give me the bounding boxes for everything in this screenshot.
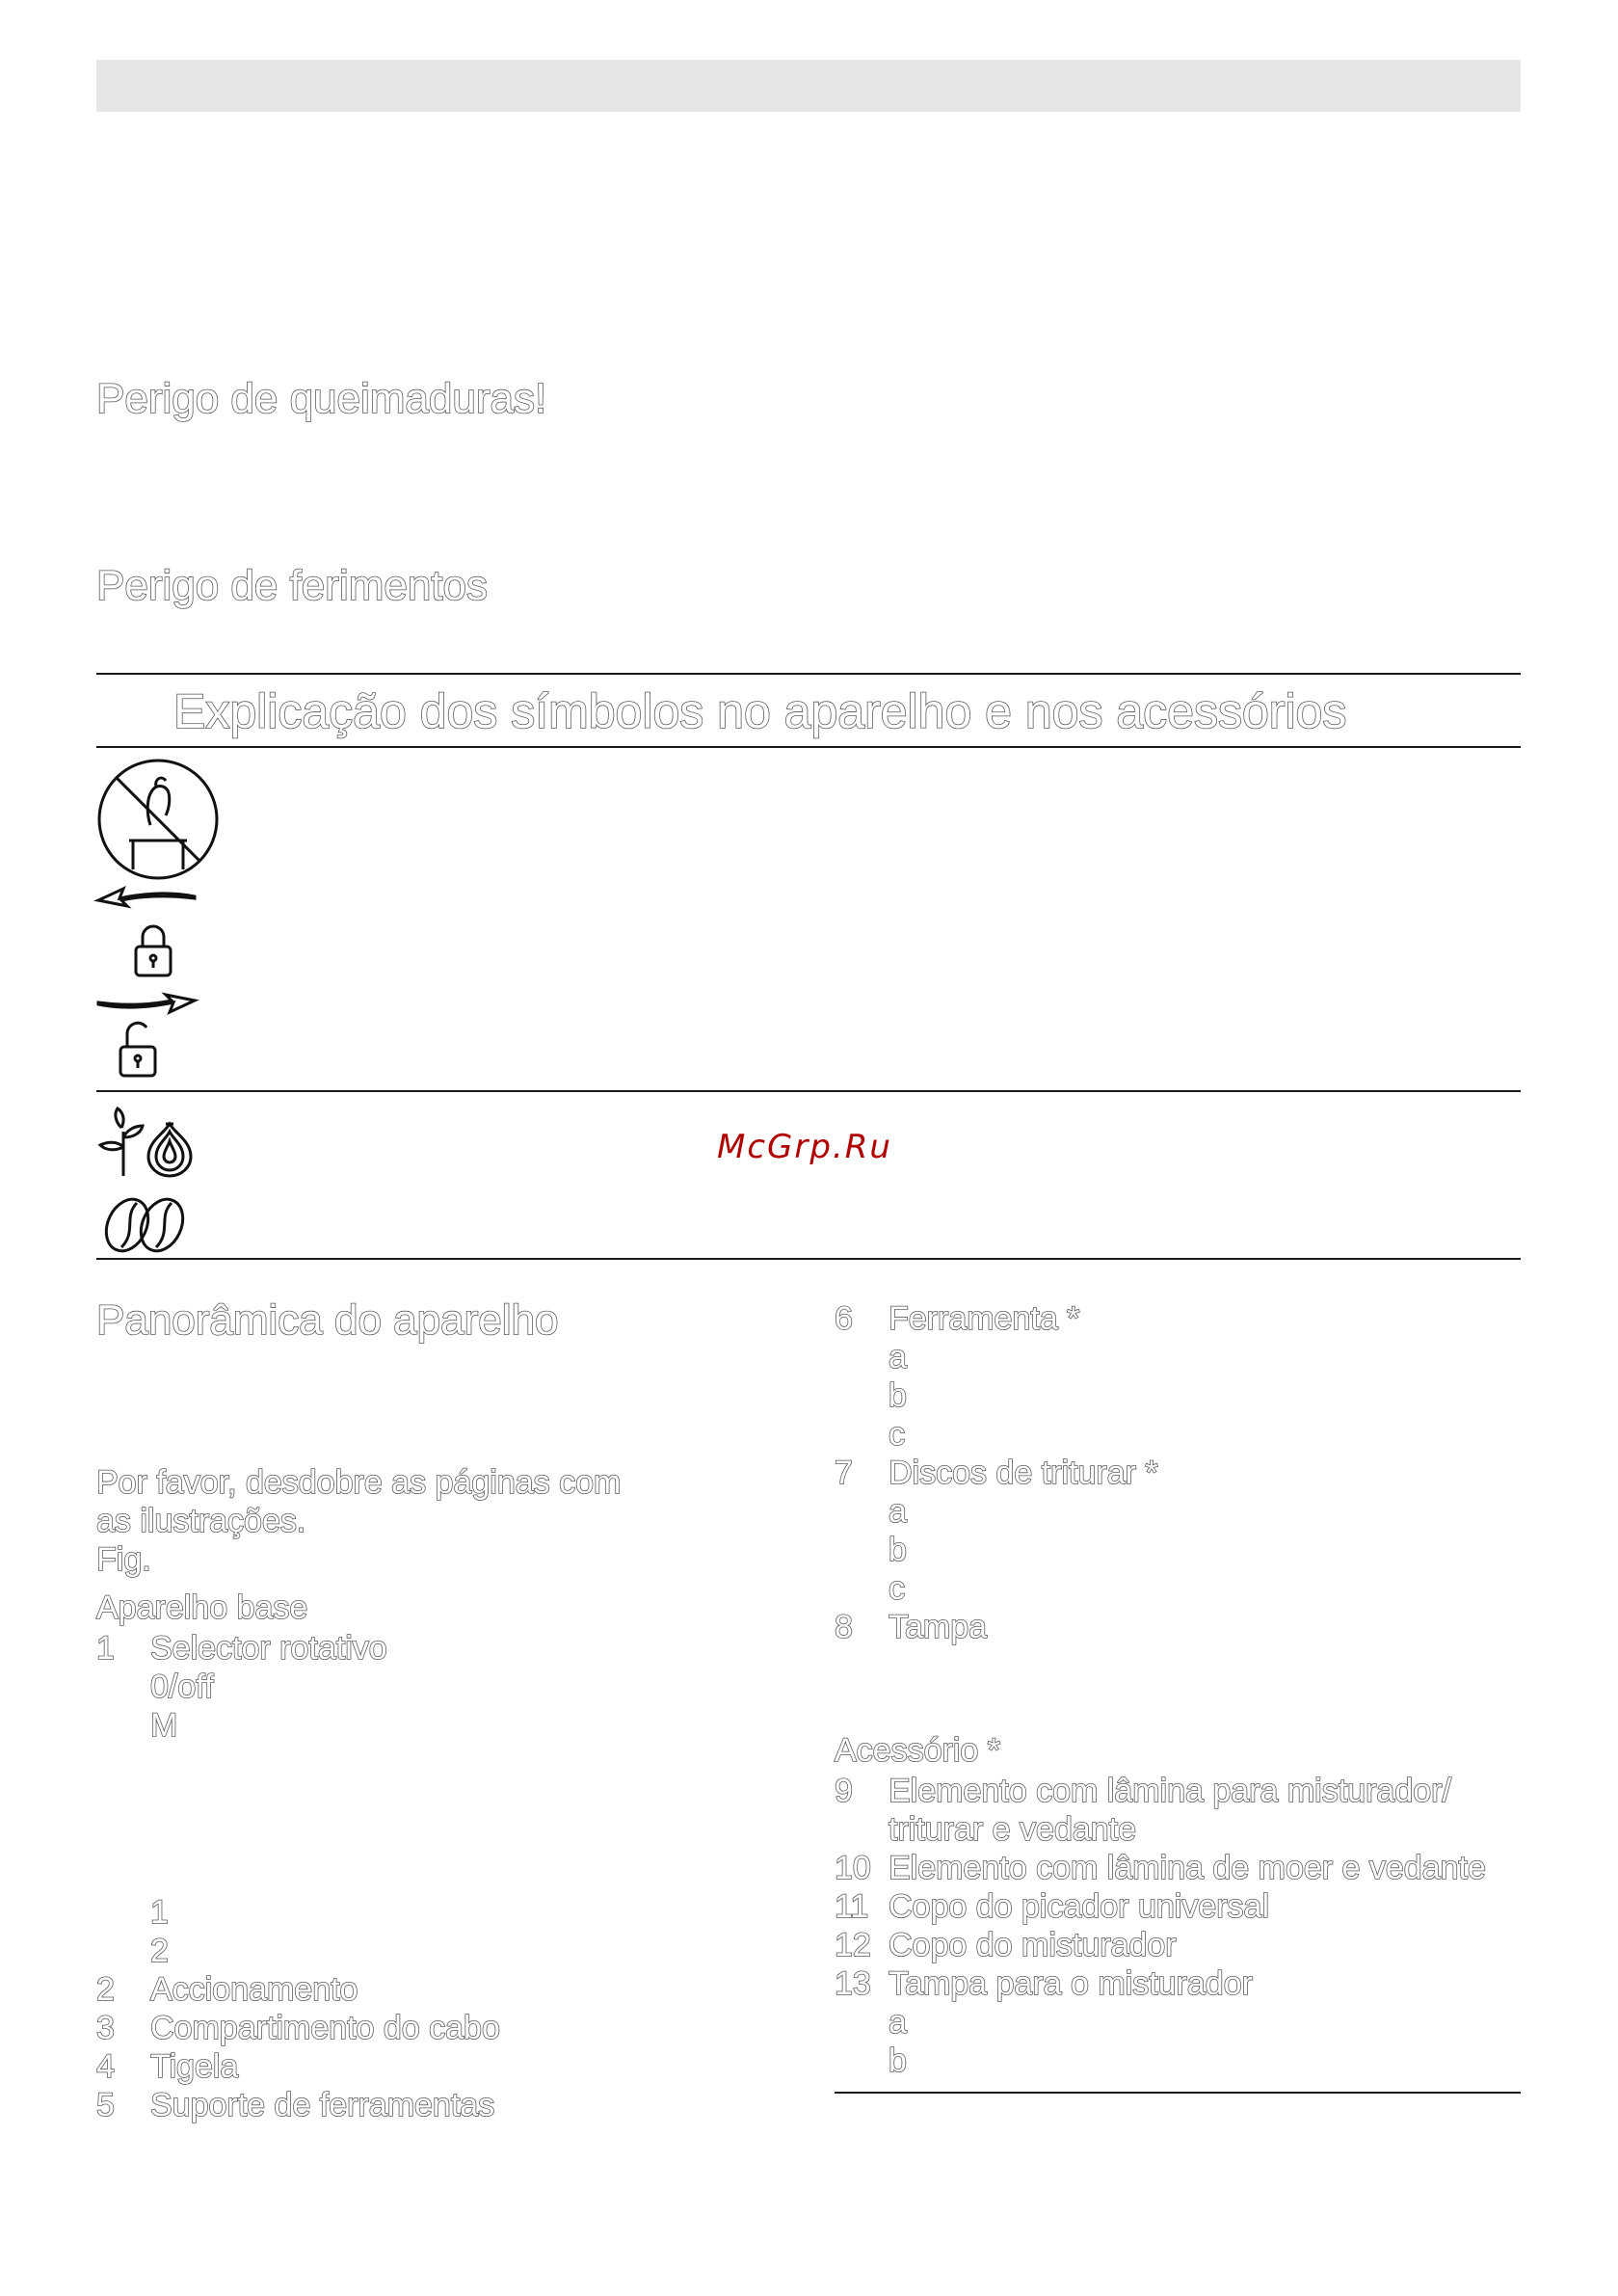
item-label: Tampa para o misturador — [889, 1965, 1253, 2002]
sub-item: 2 — [150, 1933, 169, 1969]
item-number: 5 — [96, 2087, 115, 2123]
fig-label: Fig. — [96, 1541, 151, 1578]
item-label-continued: triturar e vedante — [889, 1811, 1137, 1848]
no-hand-in-bowl-icon — [96, 758, 220, 881]
accessory-heading: Acessório * — [835, 1732, 1000, 1769]
item-label: Copo do picador universal — [889, 1888, 1270, 1925]
sub-item: M — [150, 1707, 178, 1744]
item-number: 12 — [835, 1927, 871, 1963]
intro-line-2: as ilustrações. — [96, 1503, 306, 1539]
overview-title: Panorâmica do aparelho — [96, 1296, 559, 1344]
coffee-beans-icon — [102, 1195, 189, 1255]
item-label: Suporte de ferramentas — [150, 2087, 495, 2123]
item-label: Elemento com lâmina para misturador/ — [889, 1773, 1451, 1809]
item-number: 1 — [96, 1630, 115, 1667]
herbs-onion-icon — [96, 1105, 197, 1178]
watermark: McGrp.Ru — [717, 1128, 892, 1166]
item-label: Tampa — [889, 1609, 988, 1645]
divider — [96, 673, 1521, 675]
item-number: 7 — [835, 1455, 853, 1491]
divider — [96, 1090, 1521, 1092]
divider — [835, 2092, 1521, 2094]
item-number: 13 — [835, 1965, 871, 2002]
divider — [96, 746, 1521, 748]
item-number: 8 — [835, 1609, 853, 1645]
arrow-right-icon — [96, 987, 197, 1016]
lock-closed-icon — [133, 921, 173, 979]
intro-line-1: Por favor, desdobre as páginas com — [96, 1464, 622, 1501]
heading-injury-danger: Perigo de ferimentos — [96, 562, 488, 609]
item-label: Elemento com lâmina de moer e vedante — [889, 1850, 1486, 1886]
divider — [96, 1258, 1521, 1260]
sub-item: 0/off — [150, 1669, 214, 1705]
item-label: Tigela — [150, 2048, 239, 2085]
sub-item: b — [889, 2042, 907, 2079]
sub-item: b — [889, 1532, 907, 1568]
item-number: 2 — [96, 1971, 115, 2008]
lock-open-icon — [118, 1020, 158, 1080]
sub-item: c — [889, 1416, 905, 1453]
symbols-section-title: Explicação dos símbolos no aparelho e nos acessórios — [173, 684, 1347, 738]
sub-item: a — [889, 1339, 907, 1375]
item-number: 4 — [96, 2048, 115, 2085]
sub-item: a — [889, 2004, 907, 2041]
sub-item: c — [889, 1570, 905, 1607]
sub-item: 1 — [150, 1894, 169, 1931]
item-label: Ferramenta * — [889, 1300, 1080, 1337]
item-label: Discos de triturar * — [889, 1455, 1158, 1491]
arrow-left-icon — [96, 885, 197, 914]
item-number: 11 — [835, 1888, 869, 1925]
item-number: 10 — [835, 1850, 871, 1886]
top-bar — [96, 60, 1521, 112]
item-number: 9 — [835, 1773, 853, 1809]
item-label: Accionamento — [150, 1971, 358, 2008]
item-number: 3 — [96, 2010, 115, 2046]
item-number: 6 — [835, 1300, 853, 1337]
sub-item: b — [889, 1377, 907, 1414]
sub-item: a — [889, 1493, 907, 1530]
item-label: Selector rotativo — [150, 1630, 387, 1667]
heading-burn-danger: Perigo de queimaduras! — [96, 375, 547, 422]
base-heading: Aparelho base — [96, 1589, 308, 1626]
item-label: Copo do misturador — [889, 1927, 1177, 1963]
item-label: Compartimento do cabo — [150, 2010, 500, 2046]
